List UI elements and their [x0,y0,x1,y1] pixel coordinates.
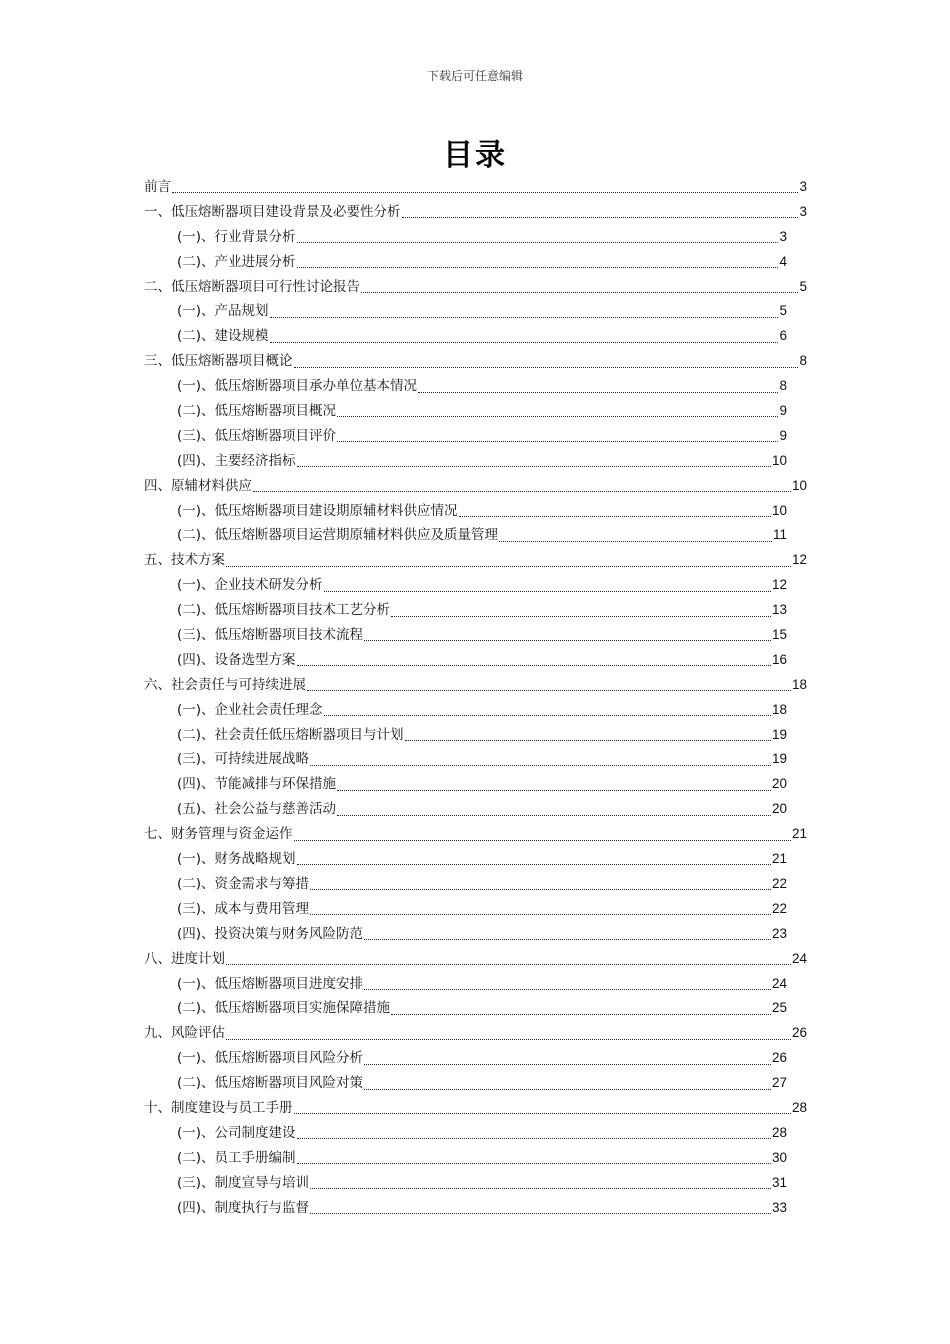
toc-entry[interactable] [144,1071,807,1096]
toc-entry-page-number: 10 [791,477,807,493]
toc-entry-page-number: 10 [771,452,787,468]
toc-dot-leader [499,540,772,542]
toc-entry-title: (四)、投资决策与财务风险防范 [177,925,364,942]
toc-entry[interactable] [144,399,807,424]
toc-dot-leader [337,814,771,816]
toc-entry-page-number: 31 [771,1174,787,1190]
toc-dot-leader [337,789,771,791]
toc-entry-title: (二)、低压熔断器项目概况 [177,403,337,420]
toc-dot-leader [402,216,799,218]
toc-entry-page-number: 11 [772,527,787,543]
toc-entry-page-number: 33 [771,1199,787,1215]
toc-entry-page-number: 9 [779,403,787,419]
toc-dot-leader [364,988,771,990]
toc-dot-leader [270,316,779,318]
toc-dot-leader [364,639,771,641]
toc-entry[interactable] [144,1146,807,1171]
toc-entry-title: (二)、社会责任低压熔断器项目与计划 [177,726,404,743]
toc-entry-title: (一)、产品规划 [177,303,269,320]
toc-entry[interactable] [144,922,807,947]
toc-entry-page-number: 13 [771,602,787,618]
toc-entry[interactable] [144,1096,807,1121]
toc-entry-page-number: 24 [771,975,787,991]
toc-dot-leader [337,415,778,417]
toc-entry[interactable] [144,1171,807,1196]
toc-entry[interactable] [144,723,807,748]
toc-dot-leader [297,266,779,268]
toc-entry-title: 四、原辅材料供应 [144,477,252,494]
toc-entry[interactable] [144,275,807,300]
toc-entry-title: 六、社会责任与可持续进展 [144,676,306,693]
toc-entry-page-number: 3 [799,203,807,219]
toc-dot-leader [310,913,771,915]
toc-entry[interactable] [144,872,807,897]
toc-dot-leader [297,241,779,243]
toc-dot-leader [307,689,791,691]
toc-entry-page-number: 10 [771,502,787,518]
toc-entry-page-number: 21 [771,851,787,867]
toc-entry[interactable] [144,250,807,275]
toc-entry-title: (二)、低压熔断器项目技术工艺分析 [177,602,391,619]
toc-entry[interactable] [144,299,807,324]
toc-entry[interactable] [144,449,807,474]
toc-entry-title: (二)、资金需求与筹措 [177,875,310,892]
toc-entry[interactable] [144,897,807,922]
toc-dot-leader [294,839,791,841]
toc-entry-page-number: 12 [791,552,807,568]
toc-entry[interactable] [144,673,807,698]
toc-entry-page-number: 19 [771,751,787,767]
toc-entry-page-number: 4 [779,253,787,269]
toc-entry[interactable] [144,947,807,972]
toc-entry[interactable] [144,349,807,374]
toc-dot-leader [364,1063,771,1065]
toc-entry-page-number: 23 [771,925,787,941]
toc-entry-page-number: 12 [771,577,787,593]
toc-entry-page-number: 30 [771,1149,787,1165]
toc-entry-page-number: 5 [799,278,807,294]
toc-dot-leader [297,1137,771,1139]
toc-entry[interactable] [144,797,807,822]
toc-dot-leader [364,938,771,940]
toc-entry-title: (一)、低压熔断器项目承办单位基本情况 [177,378,418,395]
toc-entry-title: (三)、制度宣导与培训 [177,1174,310,1191]
toc-entry-title: (五)、社会公益与慈善活动 [177,801,337,818]
toc-entry-page-number: 27 [771,1075,787,1091]
toc-entry[interactable] [144,175,807,200]
toc-entry-title: 九、风险评估 [144,1025,225,1042]
toc-entry[interactable] [144,424,807,449]
toc-entry-page-number: 6 [779,328,787,344]
toc-entry-title: (三)、可持续进展战略 [177,751,310,768]
toc-dot-leader [459,515,771,517]
toc-dot-leader [270,341,779,343]
toc-entry-page-number: 3 [799,179,807,194]
toc-entry[interactable] [144,648,807,673]
toc-dot-leader [310,888,771,890]
toc-entry[interactable] [144,847,807,872]
toc-entry[interactable] [144,772,807,797]
toc-dot-leader [297,1162,771,1164]
toc-dot-leader [310,1187,771,1189]
toc-dot-leader [310,764,771,766]
toc-dot-leader [297,664,771,666]
toc-dot-leader [337,440,778,442]
toc-dot-leader [297,465,771,467]
toc-entry-title: (二)、建设规模 [177,328,269,345]
toc-entry-title: (一)、低压熔断器项目风险分析 [177,1050,364,1067]
toc-dot-leader [294,1112,791,1114]
toc-entry[interactable] [144,623,807,648]
toc-entry[interactable] [144,499,807,524]
page-title: 目录 [443,138,507,173]
toc-entry-page-number: 20 [771,801,787,817]
toc-entry-title: (一)、企业社会责任理念 [177,701,323,718]
toc-dot-leader [361,291,798,293]
toc-entry-title: (一)、财务战略规划 [177,851,296,868]
toc-entry-title: 三、低压熔断器项目概论 [144,353,293,370]
toc-entry[interactable] [144,523,807,548]
toc-entry-title: (四)、节能减排与环保措施 [177,776,337,793]
toc-entry-page-number: 28 [771,1124,787,1140]
toc-dot-leader [391,615,771,617]
toc-entry[interactable] [144,598,807,623]
toc-entry-title: (一)、低压熔断器项目建设期原辅材料供应情况 [177,502,458,519]
toc-entry-page-number: 15 [771,627,787,643]
toc-dot-leader [310,1212,771,1214]
toc-entry-title: (二)、员工手册编制 [177,1149,296,1166]
toc-entry-page-number: 8 [799,353,807,369]
toc-entry-title: (一)、公司制度建设 [177,1124,296,1141]
toc-dot-leader [418,391,778,393]
toc-entry[interactable] [144,1046,807,1071]
toc-entry-page-number: 18 [771,701,787,717]
toc-entry[interactable] [144,747,807,772]
toc-entry[interactable] [144,1196,807,1221]
toc-dot-leader [297,863,771,865]
toc-entry[interactable] [144,1021,807,1046]
table-of-contents [144,175,807,1220]
toc-entry[interactable] [144,972,807,997]
toc-entry-page-number: 20 [771,776,787,792]
toc-entry-title: 前言 [144,179,171,195]
toc-entry-page-number: 22 [771,875,787,891]
toc-entry-page-number: 21 [791,826,807,842]
toc-entry-page-number: 22 [771,900,787,916]
toc-entry-title: (三)、成本与费用管理 [177,900,310,917]
toc-entry-page-number: 25 [771,1000,787,1016]
toc-dot-leader [324,714,771,716]
toc-entry-title: 五、技术方案 [144,552,225,569]
toc-entry[interactable] [144,573,807,598]
toc-entry-title: (二)、产业进展分析 [177,253,296,270]
toc-entry-page-number: 26 [771,1050,787,1066]
toc-entry-page-number: 24 [791,950,807,966]
toc-entry-title: (二)、低压熔断器项目风险对策 [177,1075,364,1092]
toc-entry-title: 二、低压熔断器项目可行性讨论报告 [144,278,360,295]
toc-entry-title: (四)、制度执行与监督 [177,1199,310,1216]
toc-dot-leader [294,366,799,368]
toc-entry-title: (三)、低压熔断器项目评价 [177,427,337,444]
header-note: 下载后可任意编辑 [426,69,523,83]
toc-dot-leader [324,590,771,592]
toc-entry-page-number: 19 [771,726,787,742]
toc-entry[interactable] [144,698,807,723]
toc-entry-title: 一、低压熔断器项目建设背景及必要性分析 [144,203,401,220]
toc-entry-page-number: 26 [791,1025,807,1041]
toc-entry-title: (四)、设备选型方案 [177,651,296,668]
toc-entry-title: (一)、企业技术研发分析 [177,577,323,594]
toc-dot-leader [391,1013,771,1015]
toc-entry-page-number: 18 [791,676,807,692]
toc-entry-title: 八、进度计划 [144,950,225,967]
toc-dot-leader [226,1038,791,1040]
toc-dot-leader [172,191,798,193]
toc-entry[interactable] [144,822,807,847]
toc-entry-title: (一)、低压熔断器项目进度安排 [177,975,364,992]
toc-entry-page-number: 9 [779,427,787,443]
toc-dot-leader [226,565,791,567]
toc-entry-page-number: 3 [779,228,787,244]
toc-entry-title: (一)、行业背景分析 [177,228,296,245]
toc-entry[interactable] [144,200,807,225]
toc-dot-leader [226,963,791,965]
toc-entry[interactable] [144,996,807,1021]
toc-entry[interactable] [144,374,807,399]
toc-dot-leader [253,490,791,492]
toc-entry-title: 十、制度建设与员工手册 [144,1099,293,1116]
toc-entry[interactable] [144,324,807,349]
toc-dot-leader [405,739,771,741]
toc-entry-page-number: 28 [791,1099,807,1115]
toc-entry[interactable] [144,1121,807,1146]
toc-entry-page-number: 8 [779,378,787,394]
toc-dot-leader [364,1088,771,1090]
toc-entry-title: (四)、主要经济指标 [177,452,296,469]
toc-entry[interactable] [144,548,807,573]
toc-entry-page-number: 5 [779,303,787,319]
toc-entry[interactable] [144,225,807,250]
toc-entry-page-number: 16 [771,651,787,667]
toc-entry[interactable] [144,474,807,499]
toc-entry-title: 七、财务管理与资金运作 [144,826,293,843]
toc-entry-title: (二)、低压熔断器项目运营期原辅材料供应及质量管理 [177,527,499,544]
toc-entry-title: (二)、低压熔断器项目实施保障措施 [177,1000,391,1017]
toc-entry-title: (三)、低压熔断器项目技术流程 [177,627,364,644]
